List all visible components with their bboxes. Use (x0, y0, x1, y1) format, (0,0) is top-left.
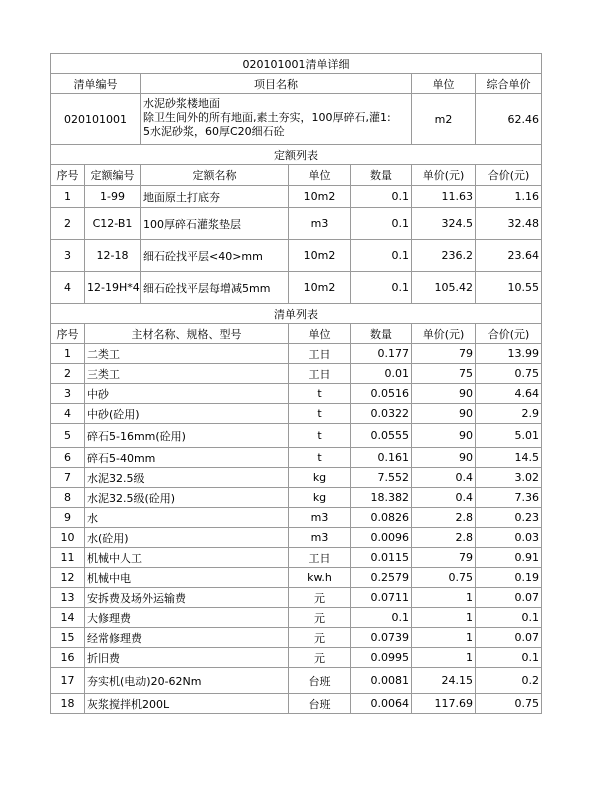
material-qty: 0.177 (351, 344, 412, 364)
material-unit: kw.h (289, 568, 351, 588)
material-qty: 0.2579 (351, 568, 412, 588)
material-row (51, 568, 542, 588)
material-name: 折旧费 (85, 648, 289, 668)
material-qty: 0.01 (351, 364, 412, 384)
material-qty: 0.0516 (351, 384, 412, 404)
quota-qty: 0.1 (351, 208, 412, 240)
material-name: 机械中电 (85, 568, 289, 588)
material-total: 0.2 (476, 668, 542, 694)
material-qty: 0.0096 (351, 528, 412, 548)
material-row (51, 468, 542, 488)
materials-header-no: 序号 (51, 324, 85, 344)
quota-qty: 0.1 (351, 240, 412, 272)
quota-code: 12-18 (85, 240, 141, 272)
material-row (51, 488, 542, 508)
material-total: 0.1 (476, 648, 542, 668)
quota-total: 23.64 (476, 240, 542, 272)
material-name: 机械中人工 (85, 548, 289, 568)
materials-section-row (51, 304, 542, 324)
quota-price: 105.42 (412, 272, 476, 304)
material-price: 1 (412, 648, 476, 668)
quota-unit: 10m2 (289, 186, 351, 208)
quota-total: 1.16 (476, 186, 542, 208)
material-row (51, 694, 542, 714)
material-total: 0.91 (476, 548, 542, 568)
quota-name: 100厚碎石灌浆垫层 (141, 208, 289, 240)
material-total: 4.64 (476, 384, 542, 404)
bill-item-row (51, 94, 542, 145)
material-unit: t (289, 448, 351, 468)
material-no: 8 (51, 488, 85, 508)
quota-header-unit: 单位 (289, 165, 351, 186)
quota-unit: 10m2 (289, 272, 351, 304)
bill-code: 020101001 (51, 94, 141, 145)
material-total: 7.36 (476, 488, 542, 508)
material-qty: 0.0711 (351, 588, 412, 608)
material-unit: 台班 (289, 694, 351, 714)
materials-header-qty: 数量 (351, 324, 412, 344)
material-unit: 工日 (289, 364, 351, 384)
material-total: 3.02 (476, 468, 542, 488)
materials-header-total: 合价(元) (476, 324, 542, 344)
material-no: 17 (51, 668, 85, 694)
material-total: 0.75 (476, 694, 542, 714)
material-qty: 7.552 (351, 468, 412, 488)
material-total: 0.07 (476, 628, 542, 648)
material-price: 79 (412, 344, 476, 364)
material-no: 16 (51, 648, 85, 668)
quota-row (51, 240, 542, 272)
bill-detail-table (50, 53, 542, 714)
material-unit: t (289, 424, 351, 448)
material-total: 0.1 (476, 608, 542, 628)
material-no: 13 (51, 588, 85, 608)
material-name: 碎石5-40mm (85, 448, 289, 468)
material-qty: 0.0115 (351, 548, 412, 568)
material-price: 79 (412, 548, 476, 568)
material-row (51, 448, 542, 468)
material-row (51, 588, 542, 608)
col-header-price: 综合单价 (476, 74, 542, 94)
material-unit: m3 (289, 508, 351, 528)
material-unit: kg (289, 468, 351, 488)
quota-name: 地面原土打底夯 (141, 186, 289, 208)
material-name: 二类工 (85, 344, 289, 364)
material-qty: 0.161 (351, 448, 412, 468)
material-total: 14.5 (476, 448, 542, 468)
material-unit: kg (289, 488, 351, 508)
material-unit: t (289, 404, 351, 424)
material-total: 0.23 (476, 508, 542, 528)
material-price: 117.69 (412, 694, 476, 714)
material-total: 5.01 (476, 424, 542, 448)
material-qty: 0.1 (351, 608, 412, 628)
quota-section-title: 定额列表 (51, 145, 542, 165)
material-price: 75 (412, 364, 476, 384)
material-row (51, 344, 542, 364)
quota-row (51, 186, 542, 208)
quota-code: 1-99 (85, 186, 141, 208)
material-no: 4 (51, 404, 85, 424)
material-no: 9 (51, 508, 85, 528)
quota-header-no: 序号 (51, 165, 85, 186)
material-price: 2.8 (412, 528, 476, 548)
material-unit: 元 (289, 588, 351, 608)
materials-section-title: 清单列表 (51, 304, 542, 324)
quota-no: 2 (51, 208, 85, 240)
material-row (51, 424, 542, 448)
material-row (51, 404, 542, 424)
title-row (51, 54, 542, 74)
materials-header-price: 单价(元) (412, 324, 476, 344)
material-qty: 0.0081 (351, 668, 412, 694)
quota-section-row (51, 145, 542, 165)
material-name: 安拆费及场外运输费 (85, 588, 289, 608)
material-name: 水 (85, 508, 289, 528)
material-unit: 工日 (289, 344, 351, 364)
material-price: 1 (412, 628, 476, 648)
material-qty: 0.0826 (351, 508, 412, 528)
material-no: 10 (51, 528, 85, 548)
material-name: 经常修理费 (85, 628, 289, 648)
quota-header-code: 定额编号 (85, 165, 141, 186)
quota-row (51, 208, 542, 240)
material-price: 1 (412, 608, 476, 628)
bill-unit: m2 (412, 94, 476, 145)
quota-qty: 0.1 (351, 186, 412, 208)
material-total: 0.03 (476, 528, 542, 548)
material-price: 24.15 (412, 668, 476, 694)
material-no: 1 (51, 344, 85, 364)
bill-description-line-2: 除卫生间外的所有地面,素土夯实，100厚碎石,灌1: (143, 111, 391, 124)
material-name: 水泥32.5级 (85, 468, 289, 488)
material-price: 90 (412, 448, 476, 468)
material-row (51, 548, 542, 568)
material-price: 90 (412, 404, 476, 424)
material-name: 碎石5-16mm(砼用) (85, 424, 289, 448)
quota-no: 1 (51, 186, 85, 208)
material-unit: m3 (289, 528, 351, 548)
material-qty: 0.0739 (351, 628, 412, 648)
material-name: 三类工 (85, 364, 289, 384)
material-qty: 0.0995 (351, 648, 412, 668)
material-price: 0.4 (412, 468, 476, 488)
table-title: 020101001清单详细 (51, 54, 542, 74)
quota-name: 细石砼找平层<40>mm (141, 240, 289, 272)
material-no: 11 (51, 548, 85, 568)
material-unit: 元 (289, 608, 351, 628)
material-no: 5 (51, 424, 85, 448)
quota-code: C12-B1 (85, 208, 141, 240)
quota-header-price: 单价(元) (412, 165, 476, 186)
material-row (51, 608, 542, 628)
material-row (51, 648, 542, 668)
material-total: 0.07 (476, 588, 542, 608)
material-row (51, 364, 542, 384)
material-price: 90 (412, 424, 476, 448)
quota-name: 细石砼找平层每增减5mm (141, 272, 289, 304)
material-total: 0.19 (476, 568, 542, 588)
material-qty: 0.0555 (351, 424, 412, 448)
quota-header-row (51, 165, 542, 186)
material-unit: 台班 (289, 668, 351, 694)
bill-description-line-3: 5水泥砂浆，60厚C20细石砼 (143, 125, 285, 138)
material-total: 13.99 (476, 344, 542, 364)
quota-code: 12-19H*4 (85, 272, 141, 304)
material-name: 水泥32.5级(砼用) (85, 488, 289, 508)
material-unit: 元 (289, 648, 351, 668)
material-unit: 工日 (289, 548, 351, 568)
header-row (51, 74, 542, 94)
quota-no: 3 (51, 240, 85, 272)
col-header-unit: 单位 (412, 74, 476, 94)
quota-total: 32.48 (476, 208, 542, 240)
material-name: 大修理费 (85, 608, 289, 628)
materials-header-row (51, 324, 542, 344)
materials-header-name: 主材名称、规格、型号 (85, 324, 289, 344)
material-no: 18 (51, 694, 85, 714)
bill-description (141, 94, 412, 145)
material-qty: 0.0064 (351, 694, 412, 714)
material-price: 2.8 (412, 508, 476, 528)
material-price: 1 (412, 588, 476, 608)
quota-header-total: 合价(元) (476, 165, 542, 186)
quota-header-name: 定额名称 (141, 165, 289, 186)
material-unit: t (289, 384, 351, 404)
quota-unit: m3 (289, 208, 351, 240)
quota-row (51, 272, 542, 304)
material-name: 灰浆搅拌机200L (85, 694, 289, 714)
quota-total: 10.55 (476, 272, 542, 304)
material-name: 中砂 (85, 384, 289, 404)
material-qty: 18.382 (351, 488, 412, 508)
material-no: 2 (51, 364, 85, 384)
col-header-code: 清单编号 (51, 74, 141, 94)
material-name: 夯实机(电动)20-62Nm (85, 668, 289, 694)
material-row (51, 628, 542, 648)
quota-unit: 10m2 (289, 240, 351, 272)
material-total: 2.9 (476, 404, 542, 424)
material-name: 水(砼用) (85, 528, 289, 548)
quota-price: 11.63 (412, 186, 476, 208)
material-row (51, 528, 542, 548)
material-no: 7 (51, 468, 85, 488)
material-price: 0.75 (412, 568, 476, 588)
material-no: 14 (51, 608, 85, 628)
material-name: 中砂(砼用) (85, 404, 289, 424)
quota-price: 324.5 (412, 208, 476, 240)
materials-header-unit: 单位 (289, 324, 351, 344)
bill-description-line-1: 水泥砂浆楼地面 (143, 97, 220, 110)
material-qty: 0.0322 (351, 404, 412, 424)
quota-qty: 0.1 (351, 272, 412, 304)
material-row (51, 384, 542, 404)
material-unit: 元 (289, 628, 351, 648)
material-price: 0.4 (412, 488, 476, 508)
material-no: 6 (51, 448, 85, 468)
quota-no: 4 (51, 272, 85, 304)
col-header-name: 项目名称 (141, 74, 412, 94)
material-no: 3 (51, 384, 85, 404)
material-row (51, 508, 542, 528)
quota-price: 236.2 (412, 240, 476, 272)
material-row (51, 668, 542, 694)
bill-price: 62.46 (476, 94, 542, 145)
material-no: 15 (51, 628, 85, 648)
material-total: 0.75 (476, 364, 542, 384)
material-no: 12 (51, 568, 85, 588)
quota-header-qty: 数量 (351, 165, 412, 186)
material-price: 90 (412, 384, 476, 404)
